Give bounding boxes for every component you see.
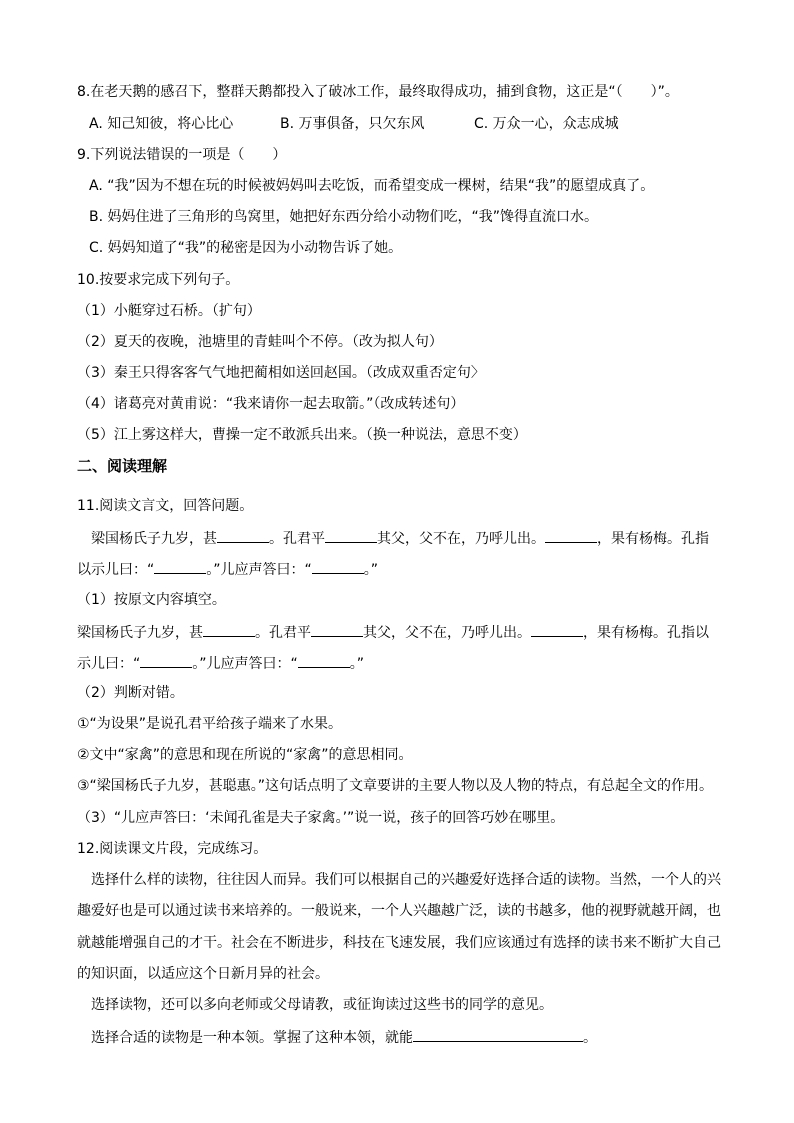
q11-judge-3: ③“梁国杨氏子九岁，甚聪惠。”这句话点明了文章要讲的主要人物以及人物的特点，有总起全文的作用。: [77, 778, 714, 794]
answer-blank[interactable]: [312, 558, 364, 574]
answer-blank[interactable]: [154, 558, 206, 574]
q9-option-a: A. “我”因为不想在玩的时候被妈妈叫去吃饭，而希望变成一棵树，结果“我”的愿望成真了。: [89, 178, 655, 194]
q12-paragraph-3: [91, 1026, 597, 1048]
q11-sub-3: （3）“儿应声答曰：‘未闻孔雀是夫子家禽。’”说一说，孩子的回答巧妙在哪里。: [77, 810, 565, 826]
passage-text: 梁国杨氏子九岁，甚: [91, 531, 217, 547]
q11-judge-2: ②文中“家禽”的意思和现在所说的“家禽”的意思相同。: [77, 747, 413, 763]
passage-text: 其父，父不在，乃呼儿出。: [363, 625, 531, 641]
q11-stem: 11.阅读文言文，回答问题。: [77, 498, 254, 514]
passage-text: 示儿曰：“: [77, 656, 141, 672]
passage-text: ，果有杨梅。孔指: [597, 531, 709, 547]
q8-option-b: B. 万事俱备，只欠东风: [280, 116, 425, 132]
passage-text: 选择合适的读物是一种本领。掌握了这种本领，就能: [91, 1030, 413, 1046]
q11-judge-1: ①“为设果”是说孔君平给孩子端来了水果。: [77, 716, 343, 732]
passage-text: 其父，父不在，乃呼儿出。: [377, 531, 545, 547]
passage-text: 。”儿应声答曰：“: [192, 656, 298, 672]
passage-text: 梁国杨氏子九岁，甚: [77, 625, 203, 641]
passage-text: 。孔君平: [255, 625, 311, 641]
passage-text: 以示儿曰：“: [77, 562, 155, 578]
answer-blank[interactable]: [140, 652, 192, 668]
answer-blank[interactable]: [298, 652, 350, 668]
passage-text: 。”: [363, 562, 379, 578]
q12-paragraph-2: 选择读物，还可以多向老师或父母请教，或征询读过这些书的同学的意见。: [91, 997, 553, 1013]
passage-text: 。孔君平: [269, 531, 325, 547]
q12-paragraph-1-line-1: 选择什么样的读物，往往因人而异。我们可以根据自己的兴趣爱好选择合适的读物。当然，一个人的兴: [91, 872, 721, 888]
answer-blank[interactable]: [531, 621, 583, 637]
answer-blank[interactable]: [325, 527, 377, 543]
answer-blank[interactable]: [203, 621, 255, 637]
passage-text: 。”: [349, 656, 365, 672]
q9-option-b: B. 妈妈住进了三角形的鸟窝里，她把好东西分给小动物们吃，“我”馋得直流口水。: [89, 209, 599, 225]
q11-sub-2: （2）判断对错。: [77, 685, 184, 701]
answer-blank[interactable]: [311, 621, 363, 637]
q10-sentence-4: （4）诸葛亮对黄甫说：“我来请你一起去取箭。”（改成转述句）: [77, 396, 465, 412]
q12-stem: 12.阅读课文片段，完成练习。: [77, 841, 268, 857]
q10-sentence-5: （5）江上雾这样大，曹操一定不敢派兵出来。（换一种说法，意思不变）: [77, 427, 527, 443]
q11-fill-line-2: [77, 652, 364, 674]
q9-stem: 9.下列说法错误的一项是（ ）: [77, 147, 287, 163]
passage-text: 。”儿应声答曰：“: [206, 562, 312, 578]
q11-passage-line-1: [91, 527, 709, 549]
q12-paragraph-1-line-3: 就越能增强自己的才干。社会在不断进步，科技在飞速发展，我们应该通过有选择的读书来不断扩大自己: [77, 935, 721, 951]
answer-blank[interactable]: [545, 527, 597, 543]
q10-sentence-3: （3）秦王只得客客气气地把蔺相如送回赵国。（改成双重否定句〉: [77, 365, 485, 381]
q11-fill-line-1: [77, 621, 709, 643]
q11-passage-line-2: [77, 558, 378, 580]
q10-sentence-2: （2）夏天的夜晚，池塘里的青蛙叫个不停。（改为拟人句）: [77, 334, 443, 350]
passage-text: 。: [583, 1030, 597, 1046]
section-heading: 二、阅读理解: [77, 457, 168, 475]
passage-text: ，果有杨梅。孔指以: [583, 625, 709, 641]
q8-option-a: A. 知己知彼，将心比心: [89, 116, 234, 132]
answer-blank[interactable]: [217, 527, 269, 543]
q8-stem: 8.在老天鹅的感召下，整群天鹅都投入了破冰工作，最终取得成功，捕到食物，这正是“（ ）”。: [77, 84, 679, 100]
q8-option-c: C. 万众一心，众志成城: [474, 116, 619, 132]
answer-blank[interactable]: [413, 1026, 583, 1042]
q10-stem: 10.按要求完成下列句子。: [77, 272, 240, 288]
q11-sub-1: （1）按原文内容填空。: [77, 592, 226, 608]
q12-paragraph-1-line-2: 趣爱好也是可以通过读书来培养的。一般说来，一个人兴趣越广泛，读的书越多，他的视野就越开阔，也: [77, 903, 721, 919]
q12-paragraph-1-line-4: 的知识面，以适应这个日新月异的社会。: [77, 966, 329, 982]
q9-option-c: C. 妈妈知道了“我”的秘密是因为小动物告诉了她。: [89, 240, 403, 256]
q10-sentence-1: （1）小艇穿过石桥。（扩句）: [77, 303, 261, 319]
